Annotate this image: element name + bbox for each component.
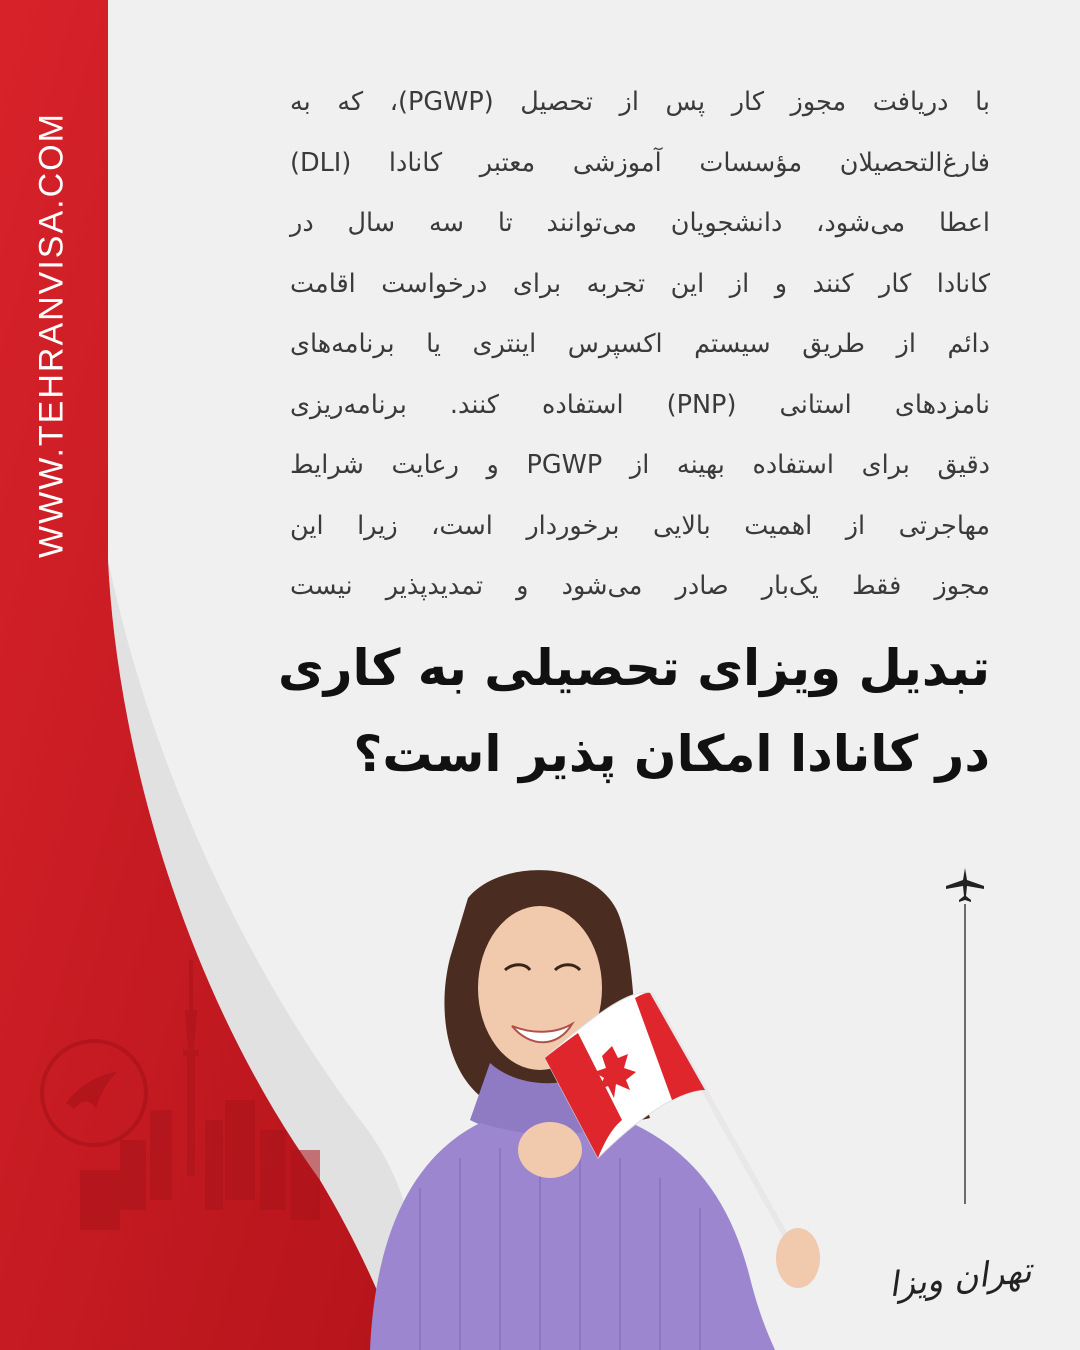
body-line: مهاجرتی از اهمیت بالایی برخوردار است، زیرا این — [290, 510, 990, 541]
contrail-line — [962, 904, 968, 1204]
body-line: نامزدهای استانی (PNP) استفاده کنند. برنامه‌ریزی — [290, 389, 990, 420]
headline-line-2: در کانادا امکان پذیر است؟ — [353, 725, 990, 783]
body-line: کانادا کار کنند و از این تجربه برای درخواست اقامت — [290, 268, 990, 299]
website-url-text: WWW.TEHRANVISA.COM — [32, 112, 71, 558]
body-line: با دریافت مجوز کار پس از تحصیل (PGWP)، که به — [290, 87, 990, 117]
body-line: اعطا می‌شود، دانشجویان می‌توانند تا سه سال در — [290, 208, 990, 238]
body-paragraph — [290, 72, 990, 617]
headline-line-1: تبدیل ویزای تحصیلی به کاری — [277, 639, 990, 697]
woman-with-flag-illustration — [350, 858, 850, 1350]
body-line: مجوز فقط یک‌بار صادر می‌شود و تمدیدپذیر نیست — [290, 571, 990, 601]
brand-signature: تهران ویزا — [886, 1250, 1034, 1306]
body-line: فارغ‌التحصیلان مؤسسات آموزشی معتبر کانادا (DLI) — [290, 147, 990, 178]
tehranvisa-logo-icon — [38, 1037, 150, 1149]
headline — [277, 625, 990, 797]
airplane-icon — [944, 866, 986, 904]
body-line: دائم از طریق سیستم اکسپرس اینتری یا برنامه‌های — [290, 329, 990, 359]
body-line: دقیق برای استفاده بهینه از PGWP و رعایت شرایط — [290, 450, 990, 480]
